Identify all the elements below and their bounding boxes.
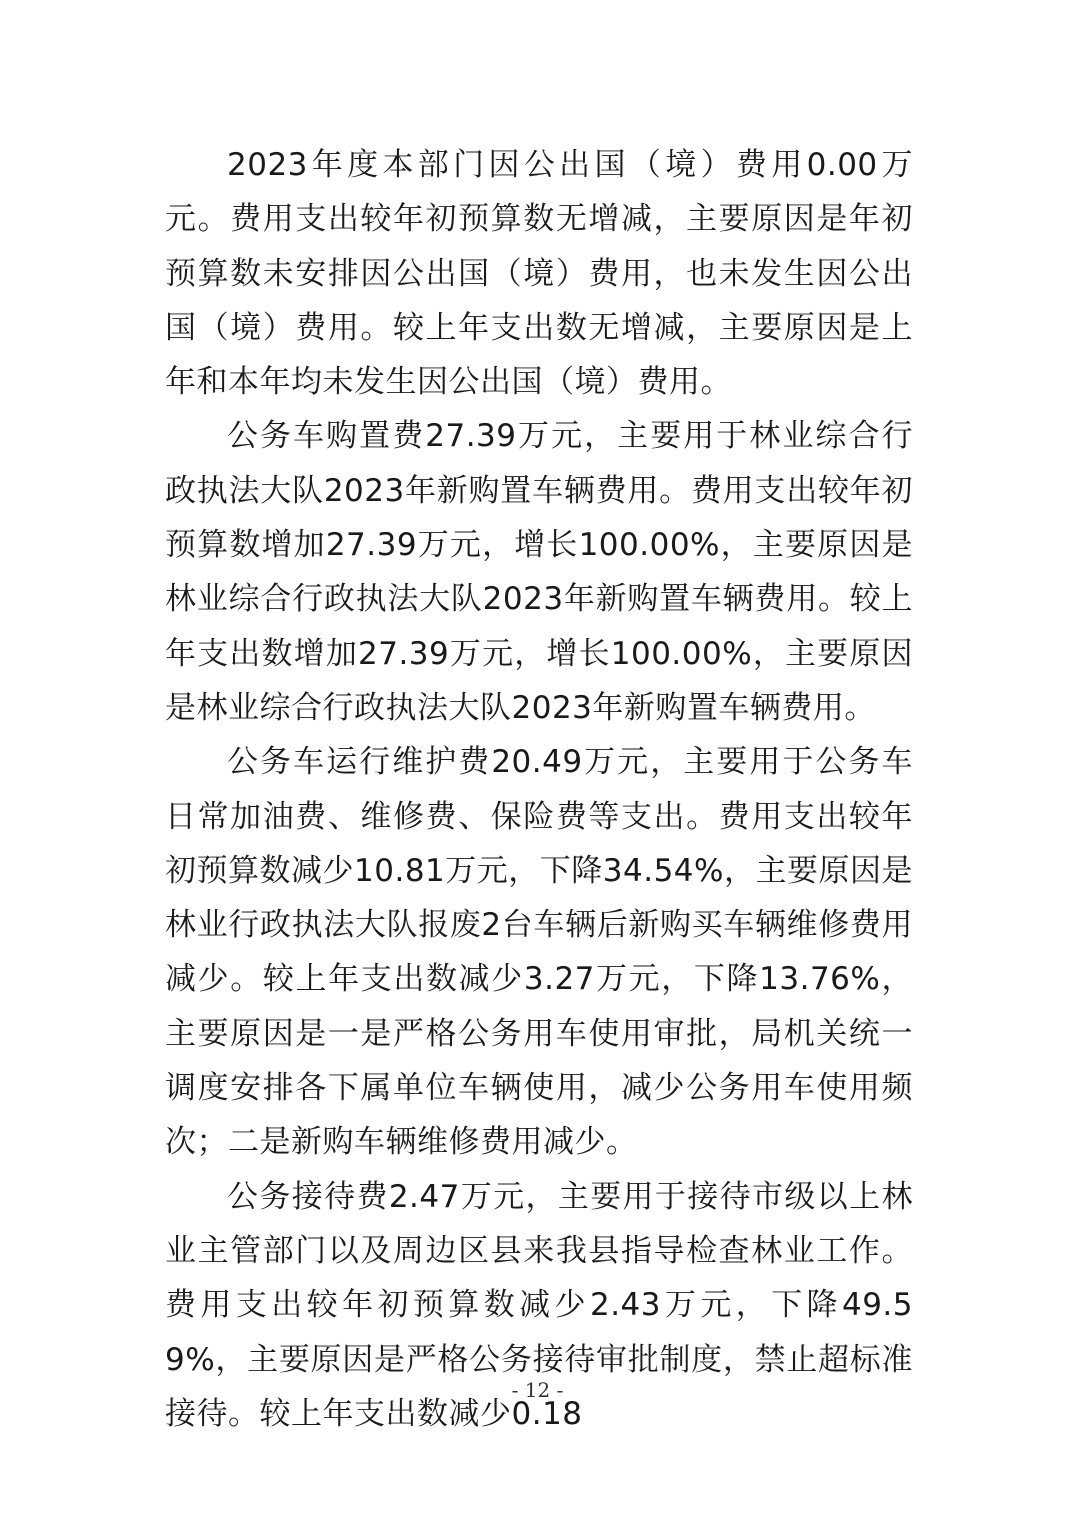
page-number: - 12 - (511, 1378, 564, 1402)
paragraph-overseas-travel: 2023年度本部门因公出国（境）费用0.00万元。费用支出较年初预算数无增减，主要原因是年初预算数未安排因公出国（境）费用，也未发生因公出国（境）费用。较上年支出数无增减，主要原因是上年和本年均未发生因公出国（境）费用。 (165, 147, 913, 401)
paragraph-vehicle-maintenance: 公务车运行维护费20.49万元，主要用于公务车日常加油费、维修费、保险费等支出。费用支出较年初预算数减少10.81万元，下降34.54%，主要原因是林业行政执法大队报废2台车辆后新购买车辆维修费用减少。较上年支出数减少3.27万元，下降13.76%，主要原因是一是严格公务用车使用审批，局机关统一调度安排各下属单位车辆使用，减少公务用车使用频次；二是新购车辆维修费用减少。 (165, 744, 913, 1161)
document-body (165, 138, 913, 1441)
paragraph-official-reception: 公务接待费2.47万元，主要用于接待市级以上林业主管部门以及周边区县来我县指导检查林业工作。费用支出较年初预算数减少2.43万元，下降49.59%，主要原因是严格公务接待审批制度，禁止超标准接待。较上年支出数减少0.18 (165, 1178, 913, 1432)
paragraph-vehicle-purchase: 公务车购置费27.39万元，主要用于林业综合行政执法大队2023年新购置车辆费用。费用支出较年初预算数增加27.39万元，增长100.00%，主要原因是林业综合行政执法大队2023年新购置车辆费用。较上年支出数增加27.39万元，增长100.00%，主要原因是林业综合行政执法大队2023年新购置车辆费用。 (165, 418, 913, 726)
